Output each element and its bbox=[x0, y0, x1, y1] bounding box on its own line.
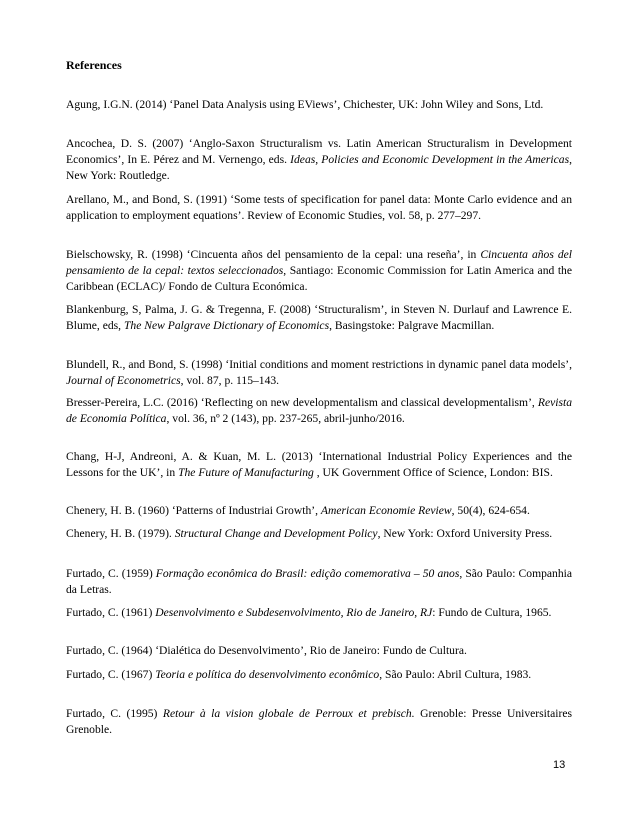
reference-furtado-1961: Furtado, C. (1961) Desenvolvimento e Subdesenvolvimento, Rio de Janeiro, RJ: Fundo de Cultura, 1965. bbox=[66, 606, 552, 619]
reference-furtado-1967: Furtado, C. (1967) Teoria e política do desenvolvimento econômico, São Paulo: Abril Cultura, 1983. bbox=[66, 668, 532, 681]
reference-furtado-1964: Furtado, C. (1964) ‘Dialética do Desenvolvimento’, Rio de Janeiro: Fundo de Cultura. bbox=[66, 644, 467, 657]
reference-furtado-1959: Furtado, C. (1959) Formação econômica do Brasil: edição comemorativa – 50 anos, São Paulo: Companhia da Letras. bbox=[66, 567, 572, 596]
reference-blankenburg-2008: Blankenburg, S, Palma, J. G. & Tregenna, F. (2008) ‘Structuralism’, in Steven N. Durlauf and Lawrence E. Blume, eds, The New Palgrave Dictionary of Economics, Basingstoke: Palgrave Macmillan. bbox=[66, 303, 572, 332]
reference-chang-2013: Chang, H-J, Andreoni, A. & Kuan, M. L. (2013) ‘International Industrial Policy Experiences and the Lessons for the UK’, in The Future of Manufacturing , UK Government Office of Science, London: BIS. bbox=[66, 450, 572, 479]
references-heading: References bbox=[66, 58, 122, 72]
reference-bresser-pereira-2016: Bresser-Pereira, L.C. (2016) ‘Reflecting on new developmentalism and classical developmentalism’, Revista de Economia Política, vol. 36, nº 2 (143), pp. 237-265, abril-junho/2016. bbox=[66, 396, 572, 425]
reference-bielschowsky-1998: Bielschowsky, R. (1998) ‘Cincuenta años del pensamiento de la cepal: una reseña’, in Cincuenta años del pensamiento de la cepal: textos seleccionados, Santiago: Economic Commission for Latin America and the Caribbean (ECLAC)/ Fondo de Cultura Económica. bbox=[66, 248, 572, 293]
reference-chenery-1979: Chenery, H. B. (1979). Structural Change and Development Policy, New York: Oxford University Press. bbox=[66, 527, 553, 540]
reference-blundell-bond-1998: Blundell, R., and Bond, S. (1998) ‘Initial conditions and moment restrictions in dynamic panel data models’, Journal of Econometrics, vol. 87, p. 115–143. bbox=[66, 358, 572, 387]
reference-furtado-1995: Furtado, C. (1995) Retour à la vision globale de Perroux et prebisch. Grenoble: Presse Universitaires Grenoble. bbox=[66, 707, 573, 736]
reference-ancochea-2007: Ancochea, D. S. (2007) ‘Anglo-Saxon Structuralism vs. Latin American Structuralism in Development Economics’, In E. Pérez and M. Vernengo, eds. Ideas, Policies and Economic Development in the Americas, New York: Routledge. bbox=[66, 137, 572, 182]
reference-agung-2014: Agung, I.G.N. (2014) ‘Panel Data Analysis using EViews’, Chichester, UK: John Wiley and Sons, Ltd. bbox=[66, 98, 544, 111]
reference-arellano-bond-1991: Arellano, M., and Bond, S. (1991) ‘Some tests of specification for panel data: Monte Carlo evidence and an application to employment equations’. Review of Economic Studies, vol. 58, p. 277–297. bbox=[66, 193, 572, 222]
page-number: 13 bbox=[553, 759, 566, 771]
reference-chenery-1960: Chenery, H. B. (1960) ‘Patterns of Industriai Growth’, American Economie Review, 50(4), 624-654. bbox=[66, 504, 530, 517]
